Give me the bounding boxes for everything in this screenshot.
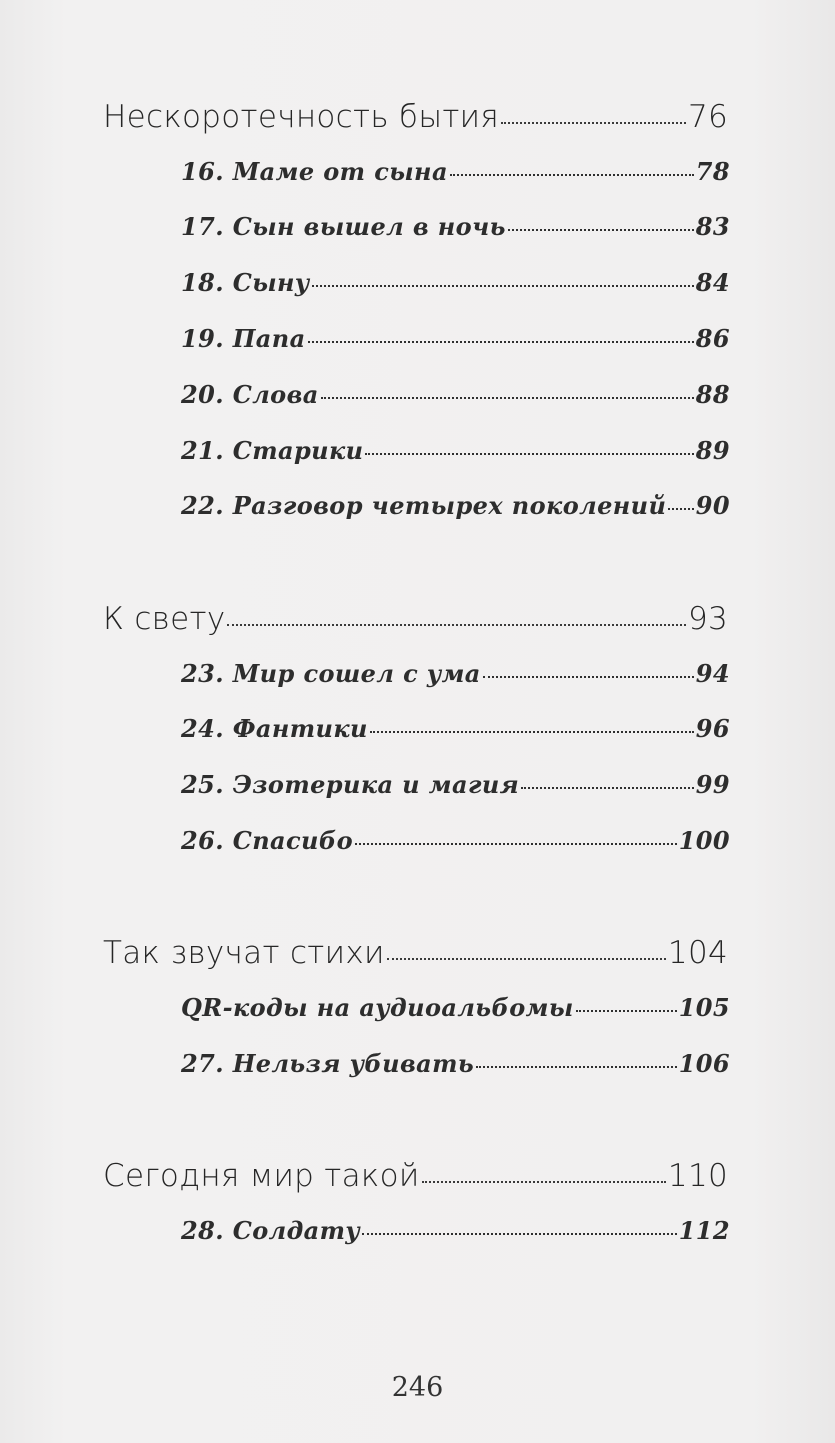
toc-item <box>181 770 730 799</box>
toc-page: 86 <box>695 324 730 353</box>
toc-item <box>181 826 730 855</box>
toc-item <box>181 157 730 186</box>
toc-title: 27. Нельзя убивать <box>181 1049 475 1078</box>
toc-leader <box>476 1066 677 1068</box>
toc-leader <box>422 1181 666 1183</box>
toc-leader <box>308 341 694 343</box>
toc-page: 84 <box>695 268 730 297</box>
toc-title: 18. Сыну <box>181 268 310 297</box>
toc-section <box>103 99 728 135</box>
toc-leader <box>450 174 694 176</box>
toc-page: 90 <box>695 491 730 520</box>
toc-title: 19. Папа <box>181 324 306 353</box>
toc-title: 25. Эзотерика и магия <box>181 770 520 799</box>
toc-leader <box>576 1010 677 1012</box>
toc-item <box>181 491 730 520</box>
toc-page: 88 <box>695 380 730 409</box>
toc-leader <box>370 731 694 733</box>
toc-page: 112 <box>678 1216 730 1245</box>
toc-page: 106 <box>678 1049 730 1078</box>
toc-title: 23. Мир сошел с ума <box>181 659 481 688</box>
toc-title: Сегодня мир такой <box>103 1158 420 1194</box>
toc-leader <box>227 624 685 626</box>
toc-page: 94 <box>695 659 730 688</box>
toc-title: К свету <box>103 601 226 637</box>
toc-leader <box>387 958 666 960</box>
toc-leader <box>355 843 677 845</box>
toc-item <box>181 436 730 465</box>
toc-page: 99 <box>695 770 730 799</box>
toc-page: 104 <box>667 935 728 971</box>
toc-page: 83 <box>695 212 730 241</box>
toc-title: 28. Солдату <box>181 1216 361 1245</box>
toc-title: 26. Спасибо <box>181 826 354 855</box>
toc-item <box>181 714 730 743</box>
toc-page: 105 <box>678 993 730 1022</box>
toc-page: 76 <box>687 99 728 135</box>
toc-item <box>181 1216 730 1245</box>
toc-title: 21. Старики <box>181 436 364 465</box>
toc-leader <box>508 229 694 231</box>
toc-page: 89 <box>695 436 730 465</box>
page-number: 246 <box>391 1372 444 1403</box>
toc-page: 93 <box>687 601 728 637</box>
toc-title: Так звучат стихи <box>103 935 385 971</box>
toc-title: QR-коды на аудиоальбомы <box>181 993 574 1022</box>
toc-leader <box>483 676 694 678</box>
toc-page: 78 <box>695 157 730 186</box>
toc-item <box>181 212 730 241</box>
toc-item <box>181 993 730 1022</box>
toc-title: 20. Слова <box>181 380 319 409</box>
toc-leader <box>365 453 693 455</box>
toc-leader <box>521 787 694 789</box>
toc-leader <box>312 285 694 287</box>
toc-leader <box>321 397 694 399</box>
toc-title: 24. Фантики <box>181 714 368 743</box>
toc-title: Нескоротечность бытия <box>103 99 500 135</box>
toc-title: 22. Разговор четырех поколений <box>181 491 667 520</box>
toc-item <box>181 1049 730 1078</box>
toc-item <box>181 324 730 353</box>
toc-section <box>103 601 728 637</box>
toc-page: 110 <box>667 1158 728 1194</box>
toc-section <box>103 935 728 971</box>
toc-item <box>181 380 730 409</box>
toc-page: 100 <box>678 826 730 855</box>
toc-section <box>103 1158 728 1194</box>
toc-leader <box>501 122 686 124</box>
toc-leader <box>668 508 693 510</box>
toc-item <box>181 268 730 297</box>
toc-item <box>181 659 730 688</box>
toc-page: 96 <box>695 714 730 743</box>
toc-leader <box>362 1233 677 1235</box>
toc-title: 16. Маме от сына <box>181 157 448 186</box>
toc-title: 17. Сын вышел в ночь <box>181 212 506 241</box>
